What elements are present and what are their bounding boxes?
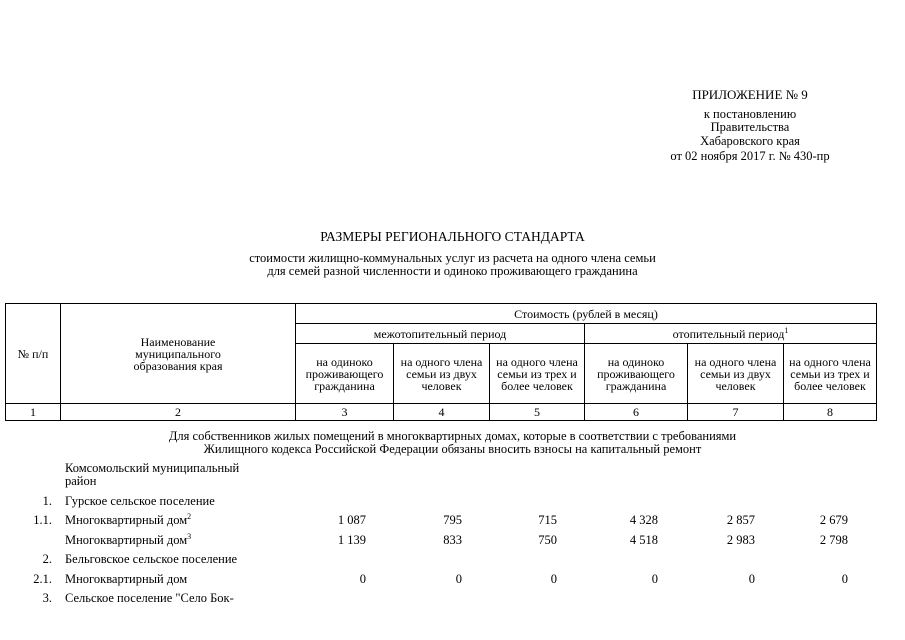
row-value: 795 (443, 513, 462, 527)
subtitle-line: стоимости жилищно-коммунальных услуг из расчета на одного члена семьи (249, 251, 656, 265)
row-value: 1 087 (337, 513, 366, 527)
row-number: 3. (42, 591, 52, 605)
row-number: 1. (42, 494, 52, 508)
section-heading (0, 430, 905, 456)
table-row (0, 572, 905, 589)
footnote-mark: 2 (187, 511, 192, 521)
column-number: 5 (490, 404, 585, 421)
subtitle-line: для семей разной численности и одиноко проживающего гражданина (267, 264, 638, 278)
table-row (0, 552, 905, 569)
section-line: Для собственников жилых помещений в многоквартирных домах, которые в соответствии с требованиями (168, 429, 737, 443)
row-value: 0 (841, 572, 848, 586)
appendix-line: Правительства (710, 120, 790, 134)
header-period-heating: отопительный период$^1$ (585, 324, 877, 344)
header-col-three: на одного члена семьи из трех и более человек (784, 344, 877, 404)
column-number: 3 (296, 404, 394, 421)
header-col-two: на одного члена семьи из двух человек (688, 344, 784, 404)
row-value: 0 (651, 572, 658, 586)
header-col-two: на одного члена семьи из двух человек (394, 344, 490, 404)
row-value: 0 (455, 572, 462, 586)
header-period-nonheating: межотопительный период (296, 324, 585, 344)
row-name: Бельговское сельское поселение (65, 552, 238, 566)
header-col-three: на одного члена семьи из трех и более человек (490, 344, 585, 404)
row-value: 833 (443, 533, 462, 547)
row-number: 1.1. (33, 513, 52, 527)
appendix-line: от 02 ноября 2017 г. № 430-пр (670, 149, 830, 163)
header-name: Наименование муниципального образования края (61, 304, 296, 404)
header-col-single: на одиноко проживающего гражданина (296, 344, 394, 404)
footnote-mark: 3 (187, 531, 192, 541)
row-value: 1 139 (337, 533, 366, 547)
table-row (0, 533, 905, 550)
row-name: Комсомольский муниципальный район (65, 461, 240, 488)
row-value: 2 679 (819, 513, 848, 527)
row-value: 0 (748, 572, 755, 586)
document-title: РАЗМЕРЫ РЕГИОНАЛЬНОГО СТАНДАРТА (320, 229, 585, 244)
column-number: 4 (394, 404, 490, 421)
appendix-block (600, 88, 900, 164)
row-name: Гурское сельское поселение (65, 494, 215, 508)
row-number: 2. (42, 552, 52, 566)
row-value: 4 518 (629, 533, 658, 547)
header-col-single: на одиноко проживающего гражданина (585, 344, 688, 404)
section-line: Жилищного кодекса Российской Федерации обязаны вносить взносы на капитальный ремонт (203, 442, 702, 456)
document-subtitle (0, 252, 905, 278)
row-value: 0 (550, 572, 557, 586)
header-table (5, 303, 877, 421)
header-num: № п/п (6, 304, 61, 404)
row-number: 2.1. (33, 572, 52, 586)
table-row (0, 461, 905, 488)
column-number: 2 (61, 404, 296, 421)
row-value: 2 857 (726, 513, 755, 527)
header-cost: Стоимость (рублей в месяц) (296, 304, 877, 324)
row-value: 0 (359, 572, 366, 586)
column-number: 7 (688, 404, 784, 421)
table-row (0, 591, 905, 608)
row-name: Многоквартирный дом (65, 572, 188, 586)
column-number: 8 (784, 404, 877, 421)
row-value: 4 328 (629, 513, 658, 527)
row-value: 2 798 (819, 533, 848, 547)
column-number: 1 (6, 404, 61, 421)
row-name: Многоквартирный дом$^2$ (65, 511, 192, 527)
row-value: 2 983 (726, 533, 755, 547)
row-name: Многоквартирный дом$^3$ (65, 531, 192, 547)
row-name: Сельское поселение "Село Бок- (65, 591, 234, 605)
row-value: 715 (538, 513, 557, 527)
row-value: 750 (538, 533, 557, 547)
column-number: 6 (585, 404, 688, 421)
appendix-line: Хабаровского края (700, 133, 800, 148)
appendix-line: к постановлению (703, 106, 797, 121)
footnote-mark: 1 (784, 325, 789, 335)
table-row (0, 494, 905, 511)
appendix-title: ПРИЛОЖЕНИЕ № 9 (692, 87, 808, 102)
table-row (0, 513, 905, 530)
